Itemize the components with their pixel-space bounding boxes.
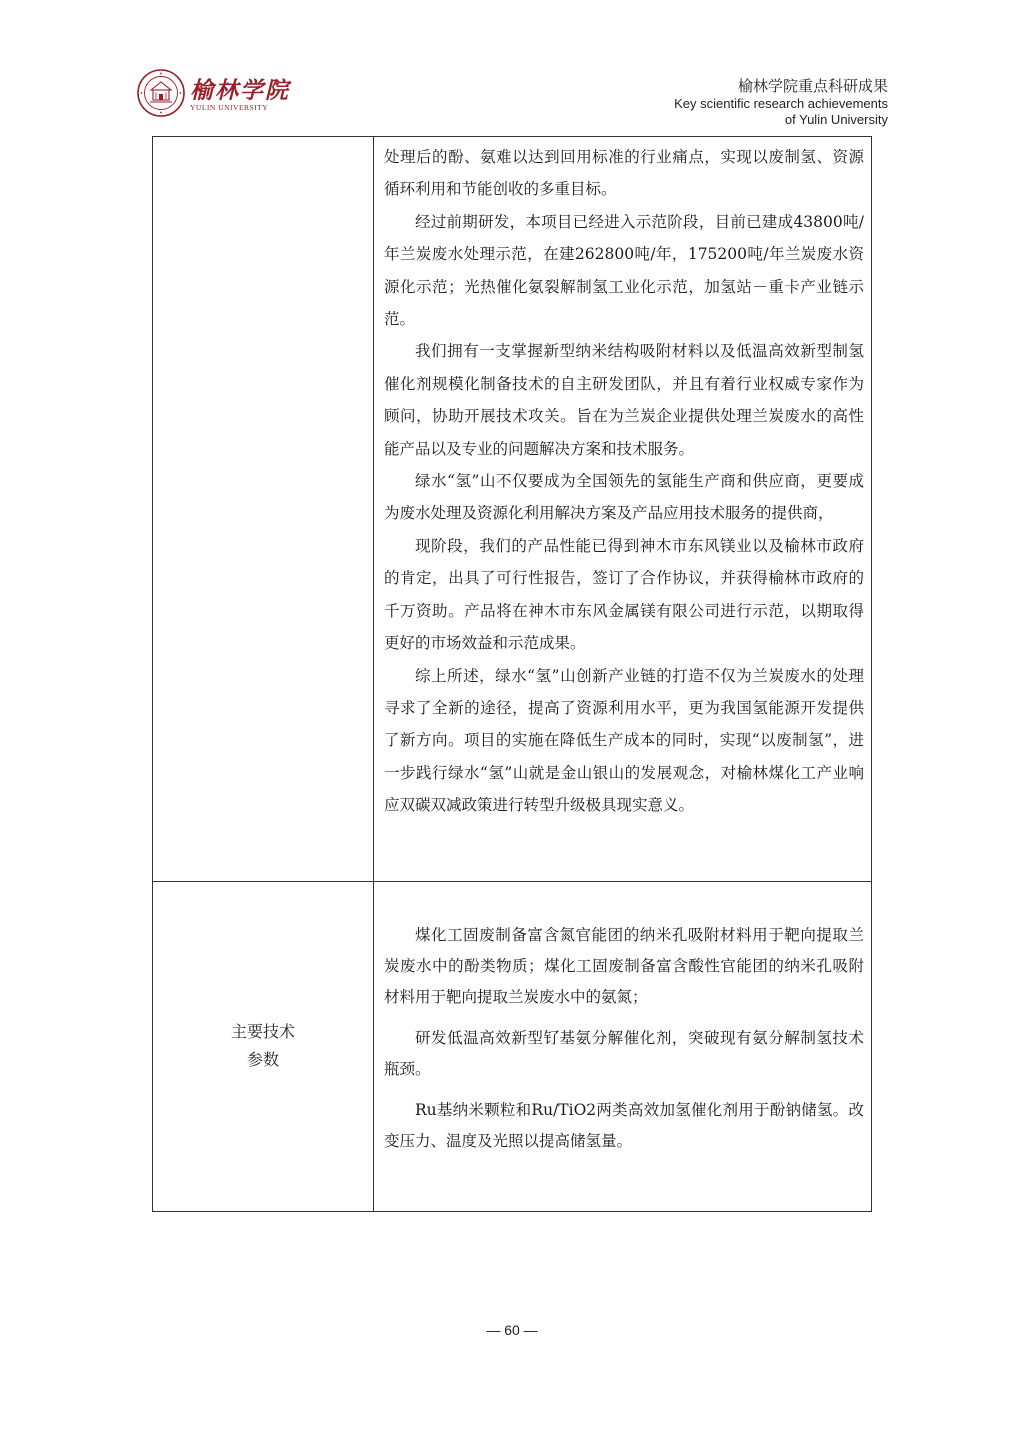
technical-parameters-label	[153, 1018, 373, 1074]
content-table	[152, 136, 872, 1212]
paragraph: 经过前期研发，本项目已经进入示范阶段，目前已建成43800吨/年兰炭废水处理示范，在建262800吨/年，175200吨/年兰炭废水资源化示范；光热催化氨裂解制氢工业化示范，加氢站－重卡产业链示范。	[384, 212, 864, 329]
paragraph: 综上所述，绿水“氢”山创新产业链的打造不仅为兰炭废水的处理寻求了全新的途径，提高了资源利用水平，更为我国氢能源开发提供了新方向。项目的实施在降低生产成本的同时，实现“以废制氢”，进一步践行绿水“氢”山就是金山银山的发展观念，对榆林煤化工产业响应双碳双减政策进行转型升级极具现实意义。	[384, 666, 864, 815]
paragraph: 我们拥有一支掌握新型纳米结构吸附材料以及低温高效新型制氢催化剂规模化制备技术的自主研发团队，并且有着行业权威专家作为顾问，协助开展技术攻关。旨在为兰炭企业提供处理兰炭废水的高性能产品以及专业的问题解决方案和技术服务。	[384, 342, 864, 458]
university-logo	[136, 68, 290, 120]
header-title-cn: 榆林学院重点科研成果	[737, 77, 888, 95]
paragraph: 处理后的酚、氨难以达到回用标准的行业痛点，实现以废制氢、资源循环利用和节能创收的多重目标。	[384, 148, 864, 199]
row-label-cell	[153, 882, 374, 1211]
university-seal-icon	[136, 68, 186, 118]
row-content-cell	[374, 137, 871, 881]
row-label-cell	[153, 137, 374, 881]
logo-chinese-name: 榆林学院	[190, 77, 290, 104]
paragraph: Ru基纳米颗粒和Ru/TiO2两类高效加氢催化剂用于酚钠储氢。改变压力、温度及光照以提高储氢量。	[384, 1101, 864, 1150]
row-content-cell	[374, 882, 871, 1211]
page-header	[0, 0, 1024, 140]
header-title-en-line2: of Yulin University	[784, 112, 888, 127]
label-line: 参数	[246, 1050, 279, 1069]
table-row	[153, 882, 871, 1211]
technical-parameters-text	[384, 920, 864, 1167]
header-title-block	[674, 76, 888, 128]
logo-english-name: YULIN UNIVERSITY	[190, 103, 269, 112]
page-number: — 60 —	[486, 1322, 538, 1338]
paragraph: 煤化工固废制备富含氮官能团的纳米孔吸附材料用于靶向提取兰炭废水中的酚类物质；煤化工固废制备富含酸性官能团的纳米孔吸附材料用于靶向提取兰炭废水中的氨氮；	[384, 926, 864, 1006]
label-line: 主要技术	[230, 1022, 295, 1041]
paragraph: 绿水“氢”山不仅要成为全国领先的氢能生产商和供应商，更要成为废水处理及资源化利用解决方案及产品应用技术服务的提供商，	[384, 472, 864, 523]
header-title-en-line1: Key scientific research achievements	[674, 96, 888, 111]
paragraph: 现阶段，我们的产品性能已得到神木市东风镁业以及榆林市政府的肯定，出具了可行性报告，签订了合作协议，并获得榆林市政府的千万资助。产品将在神木市东风金属镁有限公司进行示范，以期取得更好的市场效益和示范成果。	[384, 536, 864, 653]
project-description	[384, 141, 864, 822]
table-row	[153, 137, 871, 882]
paragraph: 研发低温高效新型钌基氨分解催化剂，突破现有氨分解制氢技术瓶颈。	[384, 1029, 864, 1078]
